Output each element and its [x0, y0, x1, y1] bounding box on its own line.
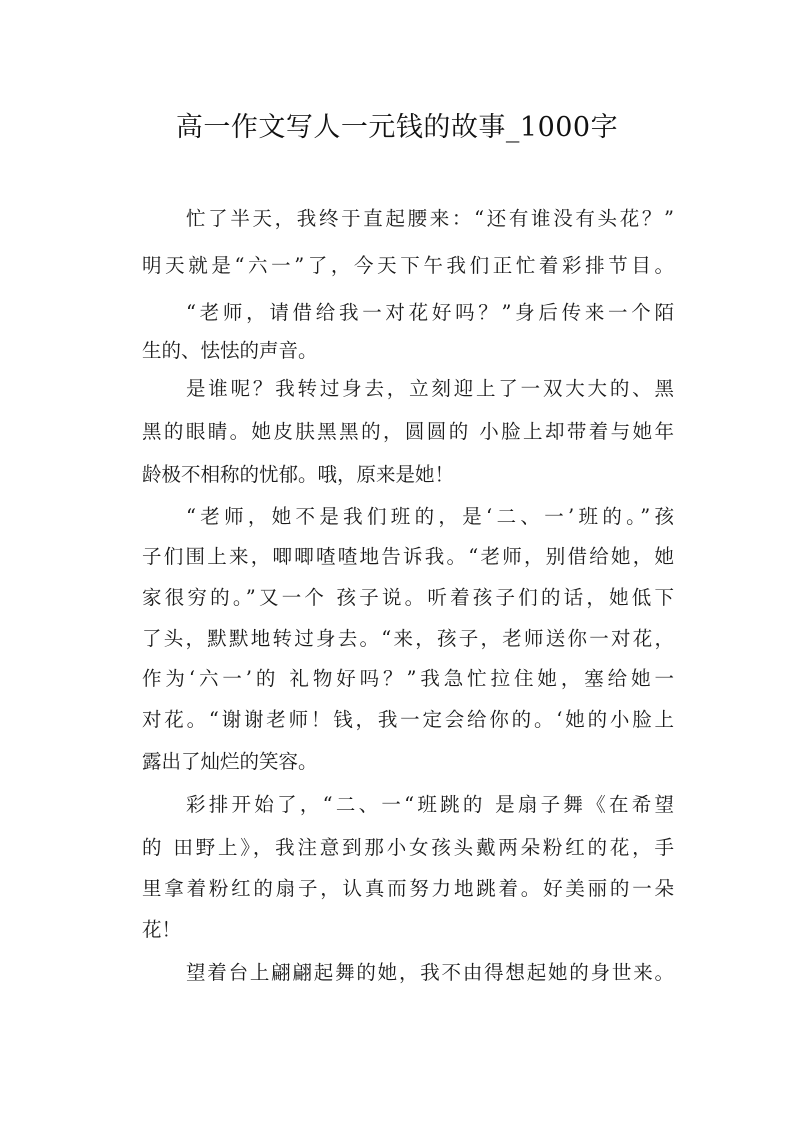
text-line: 了头，默默地转过身去。“来，孩子，老师送你一对花， [142, 627, 674, 650]
text-line: 生的、怯怯的声音。 [142, 339, 318, 362]
text-line: 黑的眼睛。她皮肤黑黑的，圆圆的 小脸上却带着与她年 [142, 420, 674, 443]
text-line: 彩排开始了，“二、一“班跳的 是扇子舞《在希望 [186, 793, 674, 816]
text-line: 是谁呢？我转过身去，立刻迎上了一双大大的、黑 [186, 377, 674, 400]
text-line: 子们围上来，唧唧喳喳地告诉我。“老师，别借给她，她 [142, 545, 674, 568]
text-line: 对花。“谢谢老师！钱，我一定会给你的。‘她的小脸上 [142, 708, 674, 731]
text-line: “老师，请借给我一对花好吗？”身后传来一个陌 [186, 301, 674, 324]
text-line: 里拿着粉红的扇子，认真而努力地跳着。好美丽的一朵 [142, 877, 674, 900]
text-line: 家很穷的。”又一个 孩子说。听着孩子们的话，她低下 [142, 586, 674, 609]
text-line: “老师，她不是我们班的，是‘二、一’班的。”孩 [186, 505, 674, 528]
text-line: 作为‘六一’的 礼物好吗？”我急忙拉住她，塞给她一 [142, 667, 674, 690]
text-line: 忙了半天，我终于直起腰来：“还有谁没有头花？” [186, 207, 674, 230]
text-line: 的 田野上》，我注意到那小女孩头戴两朵粉红的花，手 [142, 836, 674, 859]
text-line: 龄极不相称的忧郁。哦，原来是她！ [142, 463, 455, 486]
text-line: 露出了灿烂的笑容。 [142, 750, 318, 773]
text-line: 望着台上翩翩起舞的她，我不由得想起她的身世来。 [186, 961, 674, 984]
text-line: 花！ [142, 918, 182, 941]
text-line: 明天就是“六一”了，今天下午我们正忙着彩排节目。 [142, 254, 674, 277]
document-title: 高一作文写人一元钱的故事_1000字 [175, 112, 619, 143]
